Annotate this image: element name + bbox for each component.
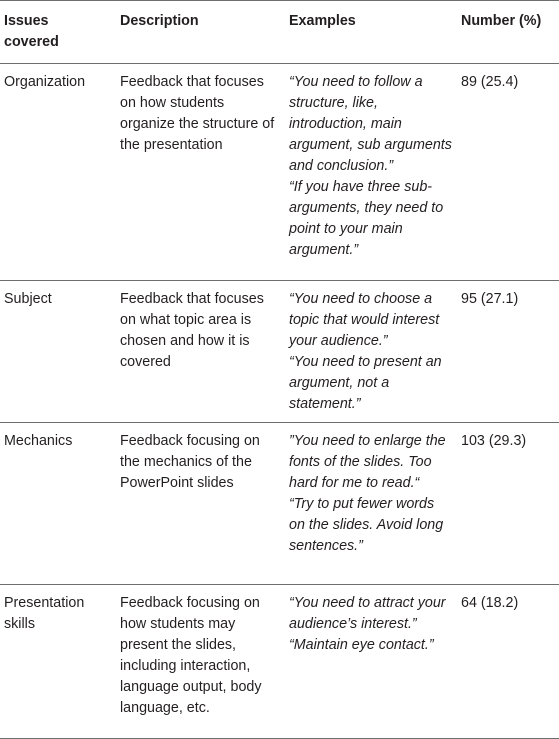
description-cell: Feedback focusing on how students may present the slides, including interaction, language output, body language, etc.	[110, 585, 285, 739]
example-quote: “You need to follow a structure, like, introduction, main argument, sub arguments and conclusion.”	[289, 74, 452, 174]
issue-cell: Presentation skills	[0, 585, 110, 739]
number-cell: 89 (25.4)	[457, 64, 559, 281]
example-quote: “Try to put fewer words on the slides. Avoid long sentences.”	[289, 496, 444, 554]
examples-cell	[285, 281, 457, 423]
example-quote: “Maintain eye contact.”	[289, 637, 434, 653]
number-cell: 95 (27.1)	[457, 281, 559, 423]
examples-cell	[285, 585, 457, 739]
table-row	[0, 423, 559, 585]
description-cell: Feedback that focuses on what topic area is chosen and how it is covered	[110, 281, 285, 423]
table-row	[0, 281, 559, 423]
header-description: Description	[110, 1, 285, 64]
number-cell: 64 (18.2)	[457, 585, 559, 739]
issue-cell: Mechanics	[0, 423, 110, 585]
examples-cell	[285, 423, 457, 585]
example-quote: “You need to choose a topic that would interest your audience.”	[289, 291, 440, 349]
header-issues-covered: Issues covered	[0, 1, 110, 64]
description-cell: Feedback focusing on the mechanics of the PowerPoint slides	[110, 423, 285, 585]
issue-cell: Organization	[0, 64, 110, 281]
example-quote: “You need to attract your audience’s interest.”	[289, 595, 446, 632]
header-number-percent: Number (%)	[457, 1, 559, 64]
example-quote: “If you have three sub-arguments, they need to point to your main argument.”	[289, 179, 444, 258]
description-cell: Feedback that focuses on how students organize the structure of the presentation	[110, 64, 285, 281]
number-cell: 103 (29.3)	[457, 423, 559, 585]
example-quote: “You need to present an argument, not a statement.”	[289, 354, 442, 412]
header-examples: Examples	[285, 1, 457, 64]
table-row	[0, 64, 559, 281]
table-header-row	[0, 1, 559, 64]
example-quote: ”You need to enlarge the fonts of the slides. Too hard for me to read.“	[289, 433, 446, 491]
issue-cell: Subject	[0, 281, 110, 423]
examples-cell	[285, 64, 457, 281]
table-row	[0, 585, 559, 739]
